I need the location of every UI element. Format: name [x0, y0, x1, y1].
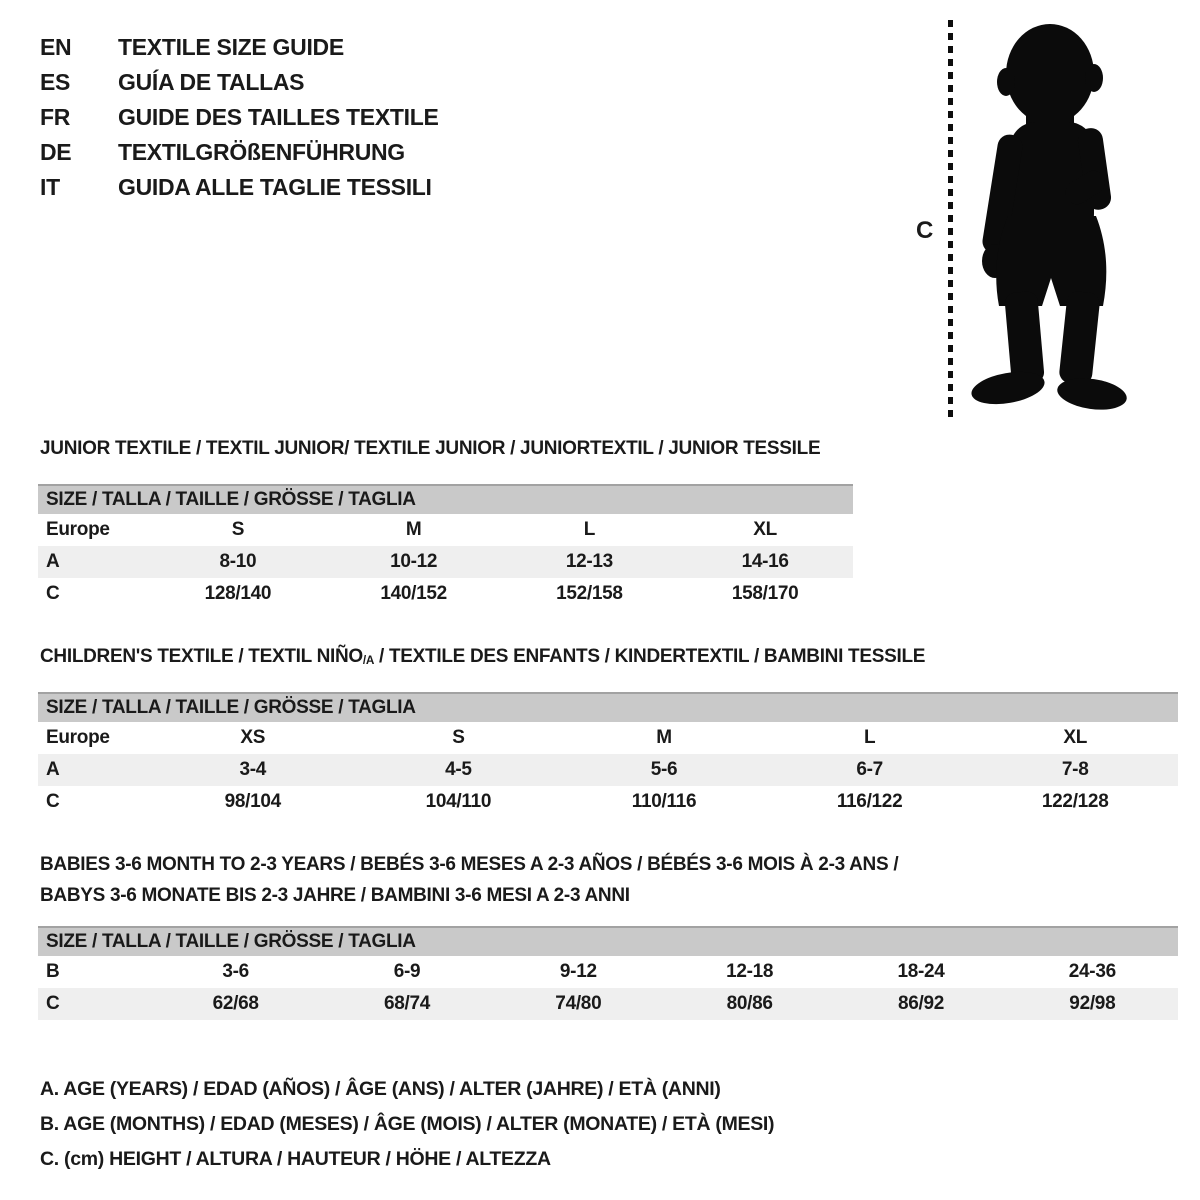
legend-line-a: A. AGE (YEARS) / EDAD (AÑOS) / ÂGE (ANS) / ALTER (JAHRE) / ETÀ (ANNI): [40, 1078, 721, 1100]
language-label: GUÍA DE TALLAS: [118, 69, 305, 95]
children-title-text: / TEXTILE DES ENFANTS / KINDERTEXTIL / BAMBINI TESSILE: [374, 646, 926, 667]
table-cell: 9-12: [559, 961, 597, 982]
row-label: C: [46, 993, 60, 1014]
language-list: [40, 30, 439, 205]
row-label: Europe: [46, 519, 110, 540]
table-cell: 18-24: [897, 961, 945, 982]
row-label: C: [46, 791, 60, 812]
table-header: SIZE / TALLA / TAILLE / GRÖSSE / TAGLIA: [38, 484, 853, 514]
junior-section-title: JUNIOR TEXTILE / TEXTIL JUNIOR/ TEXTILE JUNIOR / JUNIORTEXTIL / JUNIOR TESSILE: [40, 438, 821, 459]
table-row-a: [38, 754, 1178, 786]
table-cell: 7-8: [1061, 759, 1089, 780]
table-cell: 14-16: [741, 551, 789, 572]
table-cell: 4-5: [445, 759, 472, 780]
children-title-subscript: /A: [362, 654, 375, 667]
table-row-europe: [38, 722, 1178, 754]
table-cell: 128/140: [204, 583, 272, 604]
language-code: ES: [40, 69, 71, 95]
table-row-b: [38, 956, 1178, 988]
language-row-de: [40, 135, 439, 170]
table-cell: L: [583, 519, 596, 540]
table-cell: 68/74: [383, 993, 431, 1014]
language-label: TEXTILE SIZE GUIDE: [118, 34, 344, 60]
table-cell: 12-13: [565, 551, 613, 572]
table-cell: 74/80: [555, 993, 602, 1014]
children-size-table: [38, 692, 1178, 818]
table-cell: 86/92: [897, 993, 945, 1014]
table-cell: 152/158: [556, 583, 623, 604]
table-cell: 24-36: [1068, 961, 1116, 982]
language-row-it: [40, 170, 439, 205]
table-cell: L: [863, 727, 876, 748]
table-cell: XL: [1063, 727, 1088, 748]
babies-section-title-line2: BABYS 3-6 MONATE BIS 2-3 JAHRE / BAMBINI 3-6 MESI A 2-3 ANNI: [40, 885, 630, 906]
table-cell: M: [656, 727, 672, 748]
table-cell: 116/122: [836, 791, 903, 812]
babies-size-table: [38, 926, 1178, 1020]
table-cell: 6-7: [856, 759, 883, 780]
table-cell: XL: [753, 519, 777, 540]
table-cell: 10-12: [390, 551, 438, 572]
language-label: GUIDA ALLE TAGLIE TESSILI: [118, 174, 432, 200]
table-cell: XS: [240, 727, 266, 748]
table-cell: 92/98: [1069, 993, 1116, 1014]
table-header: SIZE / TALLA / TAILLE / GRÖSSE / TAGLIA: [38, 692, 1178, 722]
figure-area: [900, 12, 1160, 432]
table-cell: 5-6: [650, 759, 678, 780]
language-code: DE: [40, 139, 72, 165]
language-label: TEXTILGRÖßENFÜHRUNG: [118, 139, 405, 165]
language-row-en: [40, 30, 439, 65]
table-cell: 104/110: [425, 791, 492, 812]
height-marker-label: C: [916, 217, 934, 244]
table-cell: 12-18: [726, 961, 774, 982]
junior-size-table: [38, 484, 853, 610]
table-cell: 158/170: [731, 583, 799, 604]
table-cell: 3-6: [222, 961, 249, 982]
table-row-c: [38, 988, 1178, 1020]
language-code: EN: [40, 34, 72, 60]
legend: [40, 1072, 774, 1177]
row-label: A: [46, 759, 60, 780]
toddler-silhouette-icon: [962, 16, 1142, 426]
row-label: C: [46, 583, 60, 604]
language-code: FR: [40, 104, 71, 130]
table-cell: S: [452, 727, 465, 748]
language-code: IT: [40, 174, 60, 200]
language-row-fr: [40, 100, 439, 135]
children-title-text: CHILDREN'S TEXTILE / TEXTIL NIÑO: [40, 646, 363, 667]
table-cell: 3-4: [239, 759, 267, 780]
legend-line-b: B. AGE (MONTHS) / EDAD (MESES) / ÂGE (MOIS) / ALTER (MONATE) / ETÀ (MESI): [40, 1113, 775, 1135]
table-cell: 110/116: [631, 791, 697, 812]
table-cell: 80/86: [726, 993, 773, 1014]
table-cell: 8-10: [219, 551, 257, 572]
table-cell: 98/104: [224, 791, 281, 812]
table-header: SIZE / TALLA / TAILLE / GRÖSSE / TAGLIA: [38, 926, 1178, 956]
table-cell: 140/152: [380, 583, 447, 604]
language-label: GUIDE DES TAILLES TEXTILE: [118, 104, 439, 130]
table-cell: M: [405, 519, 422, 540]
babies-section-title-line1: BABIES 3-6 MONTH TO 2-3 YEARS / BEBÉS 3-6 MESES A 2-3 AÑOS / BÉBÉS 3-6 MOIS À 2-3 ANS /: [40, 854, 899, 875]
table-cell: S: [231, 519, 245, 540]
table-cell: 122/128: [1041, 791, 1109, 812]
height-dotted-line: [948, 20, 953, 418]
row-label: A: [46, 551, 60, 572]
table-row-a: [38, 546, 853, 578]
legend-line-c: C. (cm) HEIGHT / ALTURA / HAUTEUR / HÖHE / ALTEZZA: [40, 1148, 551, 1170]
row-label: Europe: [46, 727, 110, 748]
language-row-es: [40, 65, 439, 100]
table-cell: 6-9: [393, 961, 421, 982]
table-row-europe: [38, 514, 853, 546]
row-label: B: [46, 961, 60, 982]
children-section-title: [40, 646, 925, 668]
table-row-c: [38, 578, 853, 610]
table-cell: 62/68: [212, 993, 259, 1014]
table-row-c: [38, 786, 1178, 818]
